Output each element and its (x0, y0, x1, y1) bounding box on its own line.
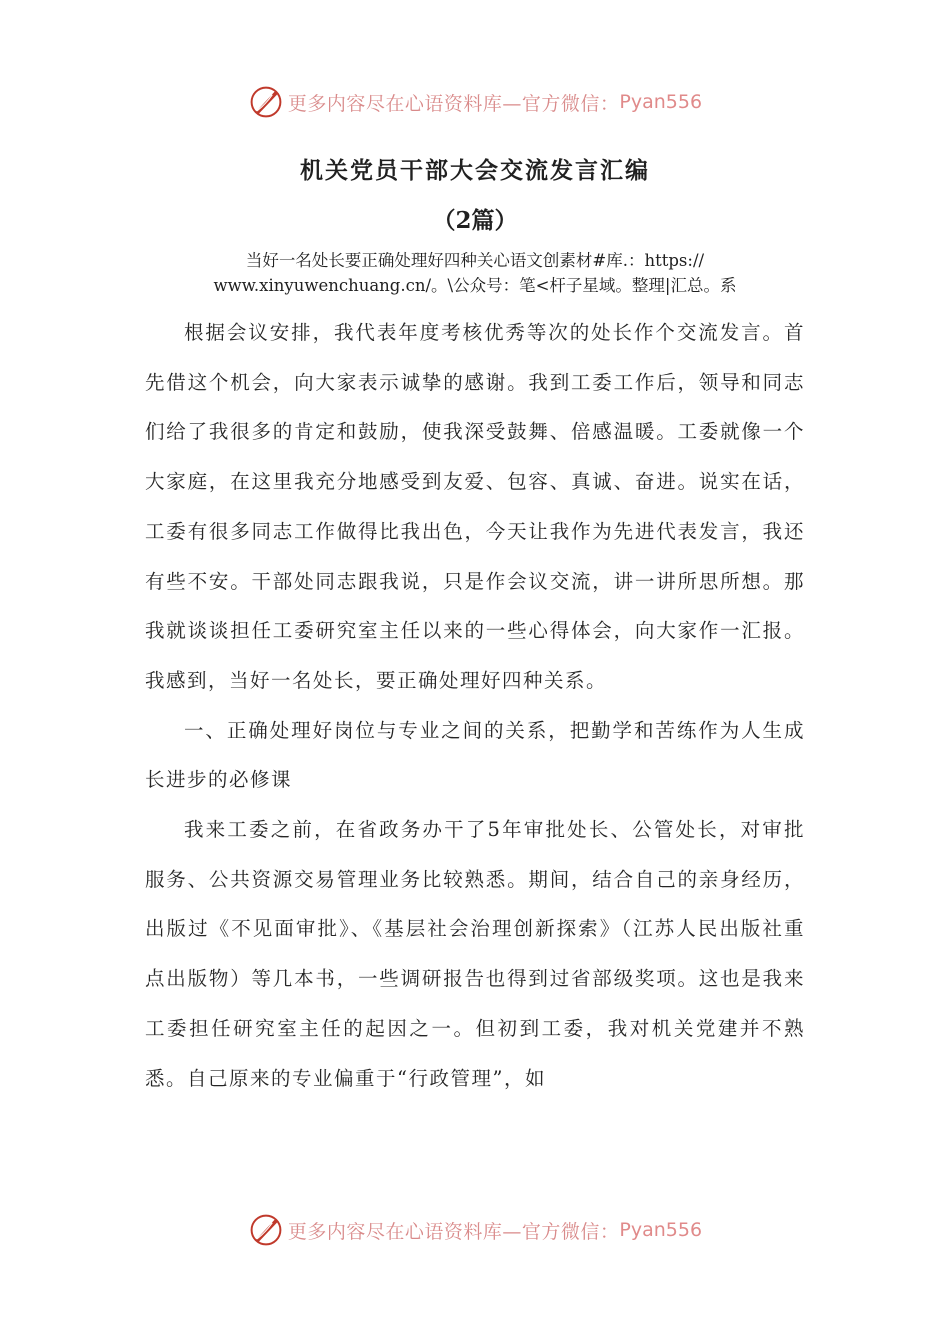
section-heading: 一、正确处理好岗位与专业之间的关系，把勤学和苦练作为人生成长进步的必修课 (145, 718, 805, 792)
quill-logo-icon (248, 1212, 284, 1248)
source-line-1: 当好一名处长要正确处理好四种关心语文创素材#库.：https:// (245, 251, 705, 270)
banner-wechat-id: Pyan556 (619, 91, 703, 113)
document-title: 机关党员干部大会交流发言汇编 (300, 157, 650, 184)
banner-text: 更多内容尽在心语资料库—官方微信： (287, 1220, 620, 1243)
header-watermark-banner (0, 82, 950, 122)
document-subtitle: （2篇） (432, 207, 518, 234)
footer-watermark-banner (0, 1210, 950, 1250)
source-note (150, 248, 800, 298)
banner-text: 更多内容尽在心语资料库—官方微信： (287, 92, 620, 115)
banner-wechat-id: Pyan556 (619, 1219, 703, 1241)
quill-logo-icon (248, 84, 284, 120)
source-line-2: www.xinyuwenchuang.cn/。\公众号：笔<杆子星域。整理|汇总。系 (213, 276, 737, 295)
paragraph: 根据会议安排，我代表年度考核优秀等次的处长作个交流发言。首先借这个机会，向大家表示诚挚的感谢。我到工委工作后，领导和同志们给了我很多的肯定和鼓励，使我深受鼓舞、倍感温暖。工委就像一个大家庭，在这里我充分地感受到友爱、包容、真诚、奋进。说实在话，工委有很多同志工作做得比我出色，今天让我作为先进代表发言，我还有些不安。干部处同志跟我说，只是作会议交流，讲一讲所思所想。那我就谈谈担任工委研究室主任以来的一些心得体会，向大家作一汇报。我感到，当好一名处长，要正确处理好四种关系。 (145, 321, 805, 692)
paragraph: 我来工委之前，在省政务办干了5年审批处长、公管处长，对审批服务、公共资源交易管理业务比较熟悉。期间，结合自己的亲身经历，出版过《不见面审批》、《基层社会治理创新探索》（江苏人民出版社重点出版物）等几本书，一些调研报告也得到过省部级奖项。这也是我来工委担任研究室主任的起因之一。但初到工委，我对机关党建并不熟悉。自己原来的专业偏重于“行政管理”，如 (145, 818, 805, 1090)
document-body (145, 308, 805, 1103)
